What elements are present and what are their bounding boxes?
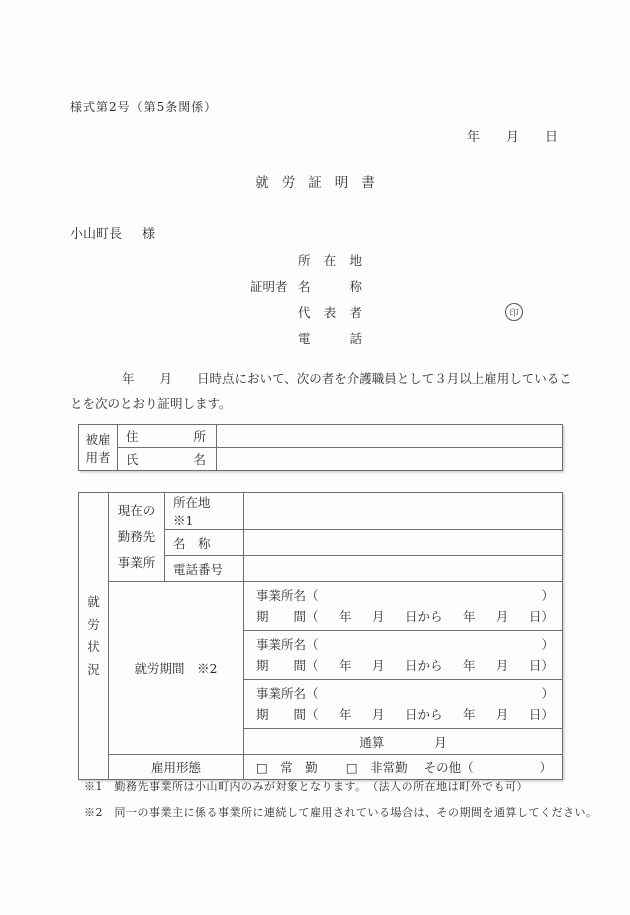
work-period-entry-3	[244, 680, 563, 729]
period-to-day: 日）	[528, 609, 554, 624]
employment-type-row	[79, 755, 563, 780]
period-to-year: 年	[462, 707, 476, 722]
office-name-value	[244, 530, 563, 556]
current-office-label-line1: 現在の	[117, 503, 156, 518]
vertical-label-char: 況	[87, 661, 100, 677]
office-name-open: 事業所名（	[256, 588, 319, 603]
period-to-year: 年	[462, 609, 476, 624]
current-office-label	[109, 493, 165, 582]
office-name-line	[256, 683, 554, 704]
work-period-entry-1	[244, 582, 563, 631]
certifier-phone-label: 電話	[298, 331, 362, 346]
other-option-close: ）	[539, 760, 552, 775]
total-months: 通算 月	[244, 729, 563, 755]
certifier-phone-row	[250, 325, 562, 351]
employee-address-label: 住所	[126, 429, 206, 444]
certifier-name-label: 名称	[298, 279, 362, 294]
fulltime-checkbox-option: □ 常 勤	[256, 760, 318, 775]
statement-line-2: とを次のとおり証明します。	[70, 396, 232, 411]
period-from-day: 日から	[404, 707, 443, 722]
period-label: 期 間（	[256, 609, 319, 624]
office-name-open: 事業所名（	[256, 637, 319, 652]
period-to-month: 月	[495, 658, 509, 673]
office-location-row	[79, 493, 563, 530]
certifier-label: 証明者	[250, 279, 288, 294]
period-to-year: 年	[462, 658, 476, 673]
current-office-label-line3: 事業所	[117, 555, 156, 570]
period-label: 期 間（	[256, 658, 319, 673]
office-location-value	[244, 493, 563, 530]
employee-address-value	[217, 425, 563, 448]
addressee-honorific: 様	[142, 227, 156, 242]
seal-icon: 印	[505, 303, 523, 321]
period-from-year: 年	[338, 609, 352, 624]
parttime-checkbox-option: □ 非常勤	[345, 760, 408, 775]
vertical-label-char: 就	[87, 594, 100, 609]
work-period-row-1	[79, 582, 563, 631]
certifier-block	[250, 247, 562, 351]
footnote-1: ※1 勤務先事業所は小山町内のみが対象となります。 （法人の所在地は町外でも可）	[84, 780, 529, 793]
period-to-day: 日）	[528, 658, 554, 673]
employee-name-label-cell	[118, 448, 217, 471]
period-to-month: 月	[495, 707, 509, 722]
certifier-representative-label: 代表者	[298, 305, 362, 320]
period-from-month: 月	[371, 658, 385, 673]
period-to-month: 月	[495, 609, 509, 624]
period-from-year: 年	[338, 658, 352, 673]
certifier-address-label: 所在地	[298, 253, 362, 268]
work-status-vertical-label	[79, 493, 109, 780]
period-from-day: 日から	[404, 609, 443, 624]
certifier-representative-row	[250, 299, 562, 325]
office-name-close: ）	[541, 588, 554, 603]
office-phone-label: 電話番号	[165, 556, 244, 582]
work-period-entry-2	[244, 631, 563, 680]
employment-type-options-cell	[244, 755, 563, 780]
employee-table	[78, 424, 563, 471]
office-name-line	[256, 585, 554, 606]
employee-group-label	[79, 425, 118, 471]
employee-name-label: 氏名	[126, 452, 206, 467]
period-line	[256, 606, 554, 627]
work-period-label: 就労期間 ※2	[109, 582, 244, 755]
employee-address-label-cell	[118, 425, 217, 448]
employee-address-row	[79, 425, 563, 448]
period-line	[256, 655, 554, 676]
other-option-open: その他（	[423, 760, 474, 775]
vertical-label-char: 状	[87, 639, 100, 654]
employee-name-row	[79, 448, 563, 471]
period-from-year: 年	[338, 707, 352, 722]
office-location-label: 所在地 ※1	[165, 493, 244, 530]
date-line: 年 月 日	[466, 130, 558, 145]
footnote-2: ※2 同一の事業主に係る事業所に連続して雇用されている場合は、その期間を通算してください。	[84, 806, 598, 819]
employment-type-label: 雇用形態	[109, 755, 244, 780]
certifier-address-row	[250, 247, 562, 273]
office-phone-value	[244, 556, 563, 582]
office-name-open: 事業所名（	[256, 686, 319, 701]
addressee	[70, 223, 155, 242]
form-number: 様式第2号（第5条関係）	[70, 100, 218, 114]
vertical-label-char: 労	[87, 616, 100, 632]
period-from-day: 日から	[404, 658, 443, 673]
employee-group-label-line1: 被雇	[85, 431, 111, 447]
office-name-label: 名 称	[165, 530, 244, 556]
office-name-close: ）	[541, 637, 554, 652]
period-from-month: 月	[371, 609, 385, 624]
period-label: 期 間（	[256, 707, 319, 722]
document-title: 就労証明書	[255, 175, 388, 191]
certifier-name-row	[250, 273, 562, 299]
period-from-month: 月	[371, 707, 385, 722]
period-to-day: 日）	[528, 707, 554, 722]
statement-line-1: 年 月 日時点において、次の者を介護職員として３月以上雇用しているこ	[122, 371, 572, 386]
addressee-name: 小山町長	[70, 227, 123, 242]
certification-statement	[70, 366, 570, 416]
current-office-label-line2: 勤務先	[117, 529, 156, 544]
period-line	[256, 704, 554, 725]
employee-group-label-line2: 用者	[85, 449, 111, 465]
office-name-close: ）	[541, 686, 554, 701]
employee-name-value	[217, 448, 563, 471]
office-name-line	[256, 634, 554, 655]
work-status-table	[78, 492, 563, 780]
employment-type-options	[244, 758, 562, 776]
